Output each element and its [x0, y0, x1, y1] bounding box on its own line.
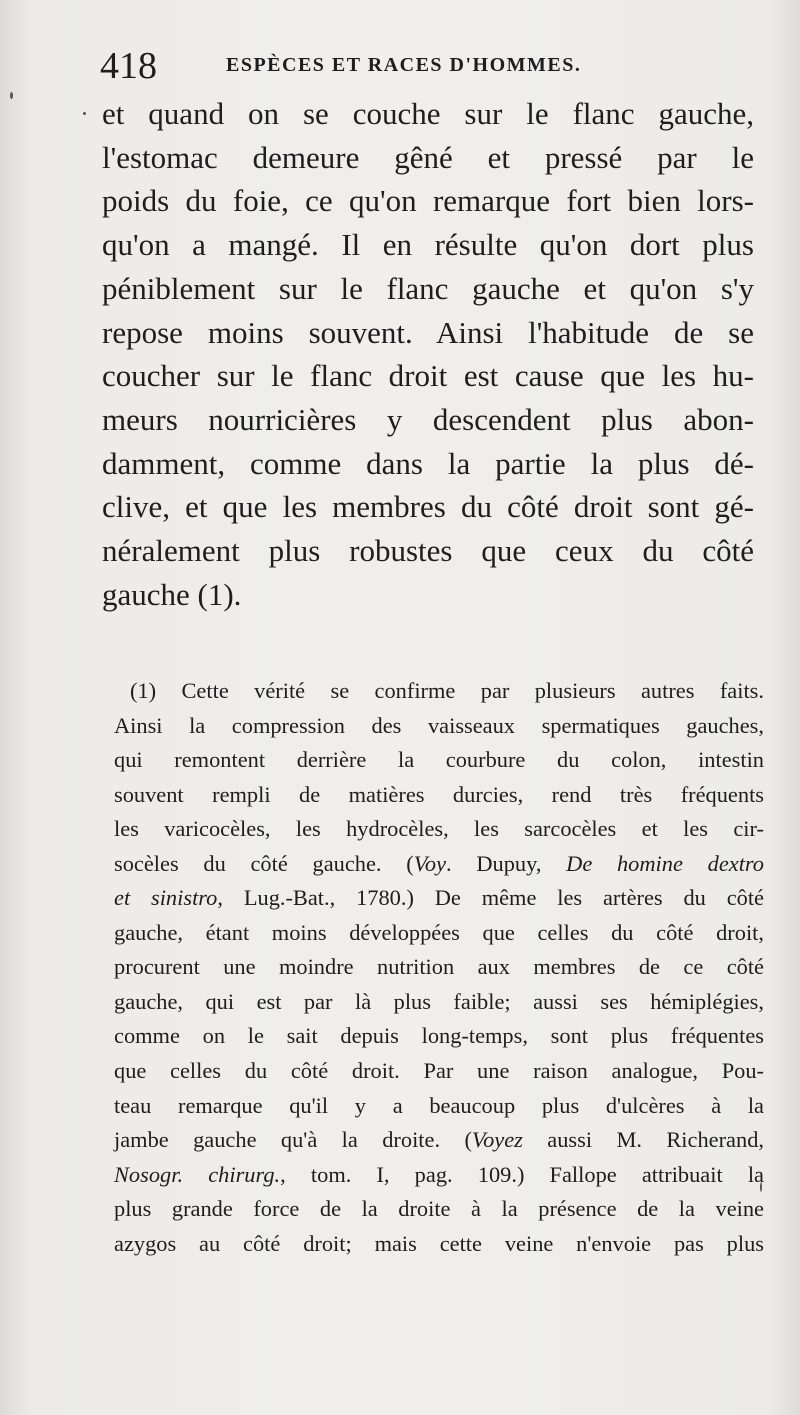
footnote-line [114, 1158, 764, 1193]
footnote-line: les varicocèles, les hydrocèles, les sarcocèles et les cir- [114, 816, 764, 842]
body-text [102, 92, 754, 616]
body-line: gauche (1). [102, 576, 242, 612]
page-number: 418 [100, 45, 157, 87]
body-line: clive, et que les membres du côté droit sont gé- [102, 489, 754, 525]
footnote-italic: et sinistro [114, 885, 218, 911]
footnote-line: gauche, qui est par là plus faible; aussi ses hémiplégies, [114, 988, 764, 1014]
body-line: poids du foie, ce qu'on remarque fort bien lors- [102, 183, 754, 219]
footnote-line: procurent une moindre nutrition aux membres de ce côté [114, 954, 764, 980]
footnote-line [114, 881, 764, 916]
footnote-line: Ainsi la compression des vaisseaux spermatiques gauches, [114, 712, 764, 738]
page-header [100, 44, 760, 94]
body-line: et quand on se couche sur le flanc gauche, [102, 96, 754, 131]
footnote-line: (1) Cette vérité se confirme par plusieurs autres faits. [130, 678, 764, 703]
footnote-text: . Dupuy, [446, 850, 567, 876]
footnote-italic: Voyez [471, 1127, 523, 1153]
body-line: l'estomac demeure gêné et pressé par le [102, 139, 754, 175]
footnote-line: gauche, étant moins développées que celles du côté droit, [114, 919, 764, 945]
footnote-line: souvent rempli de matières durcies, rend très fréquents [114, 781, 764, 807]
body-line: péniblement sur le flanc gauche et qu'on s'y [102, 270, 754, 306]
footnote-italic: Nosogr. chirurg. [114, 1161, 281, 1187]
body-line: coucher sur le flanc droit est cause que les hu- [102, 358, 754, 394]
footnote-line: azygos au côté droit; mais cette veine n'envoie pas plus [114, 1230, 764, 1256]
footnote-line [114, 847, 764, 882]
body-line: repose moins souvent. Ainsi l'habitude de se [102, 314, 754, 350]
body-line: damment, comme dans la partie la plus dé- [102, 445, 754, 481]
body-line: meurs nourricières y descendent plus abon- [102, 401, 754, 437]
footnote-line: qui remontent derrière la courbure du colon, intestin [114, 747, 764, 773]
footnote [114, 674, 764, 1261]
footnote-italic: De homine dextro [566, 850, 764, 876]
running-head: ESPÈCES ET RACES D'HOMMES. [226, 54, 582, 76]
footnote-line: teau remarque qu'il y a beaucoup plus d'ulcères à la [114, 1092, 764, 1118]
footnote-text: socèles du côté gauche. ( [114, 850, 414, 876]
body-line: néralement plus robustes que ceux du côté [102, 533, 754, 569]
footnote-text: , tom. I, pag. 109.) Fallope attribuait la [280, 1161, 764, 1187]
footnote-line [114, 1123, 764, 1158]
ink-speck [83, 112, 86, 115]
footnote-text: , Lug.-Bat., 1780.) De même les artères du côté [217, 885, 764, 911]
footnote-italic: Voy [413, 850, 447, 876]
footnote-line: que celles du côté droit. Par une raison analogue, Pou- [114, 1058, 764, 1084]
footnote-text: jambe gauche qu'à la droite. ( [114, 1127, 472, 1153]
ink-speck [10, 92, 13, 99]
footnote-line: comme on le sait depuis long-temps, sont plus fréquentes [114, 1023, 764, 1049]
footnote-text: aussi M. Richerand, [522, 1127, 764, 1153]
footnote-line: plus grande force de la droite à la présence de la veine [114, 1196, 764, 1222]
body-line: qu'on a mangé. Il en résulte qu'on dort plus [102, 227, 754, 263]
